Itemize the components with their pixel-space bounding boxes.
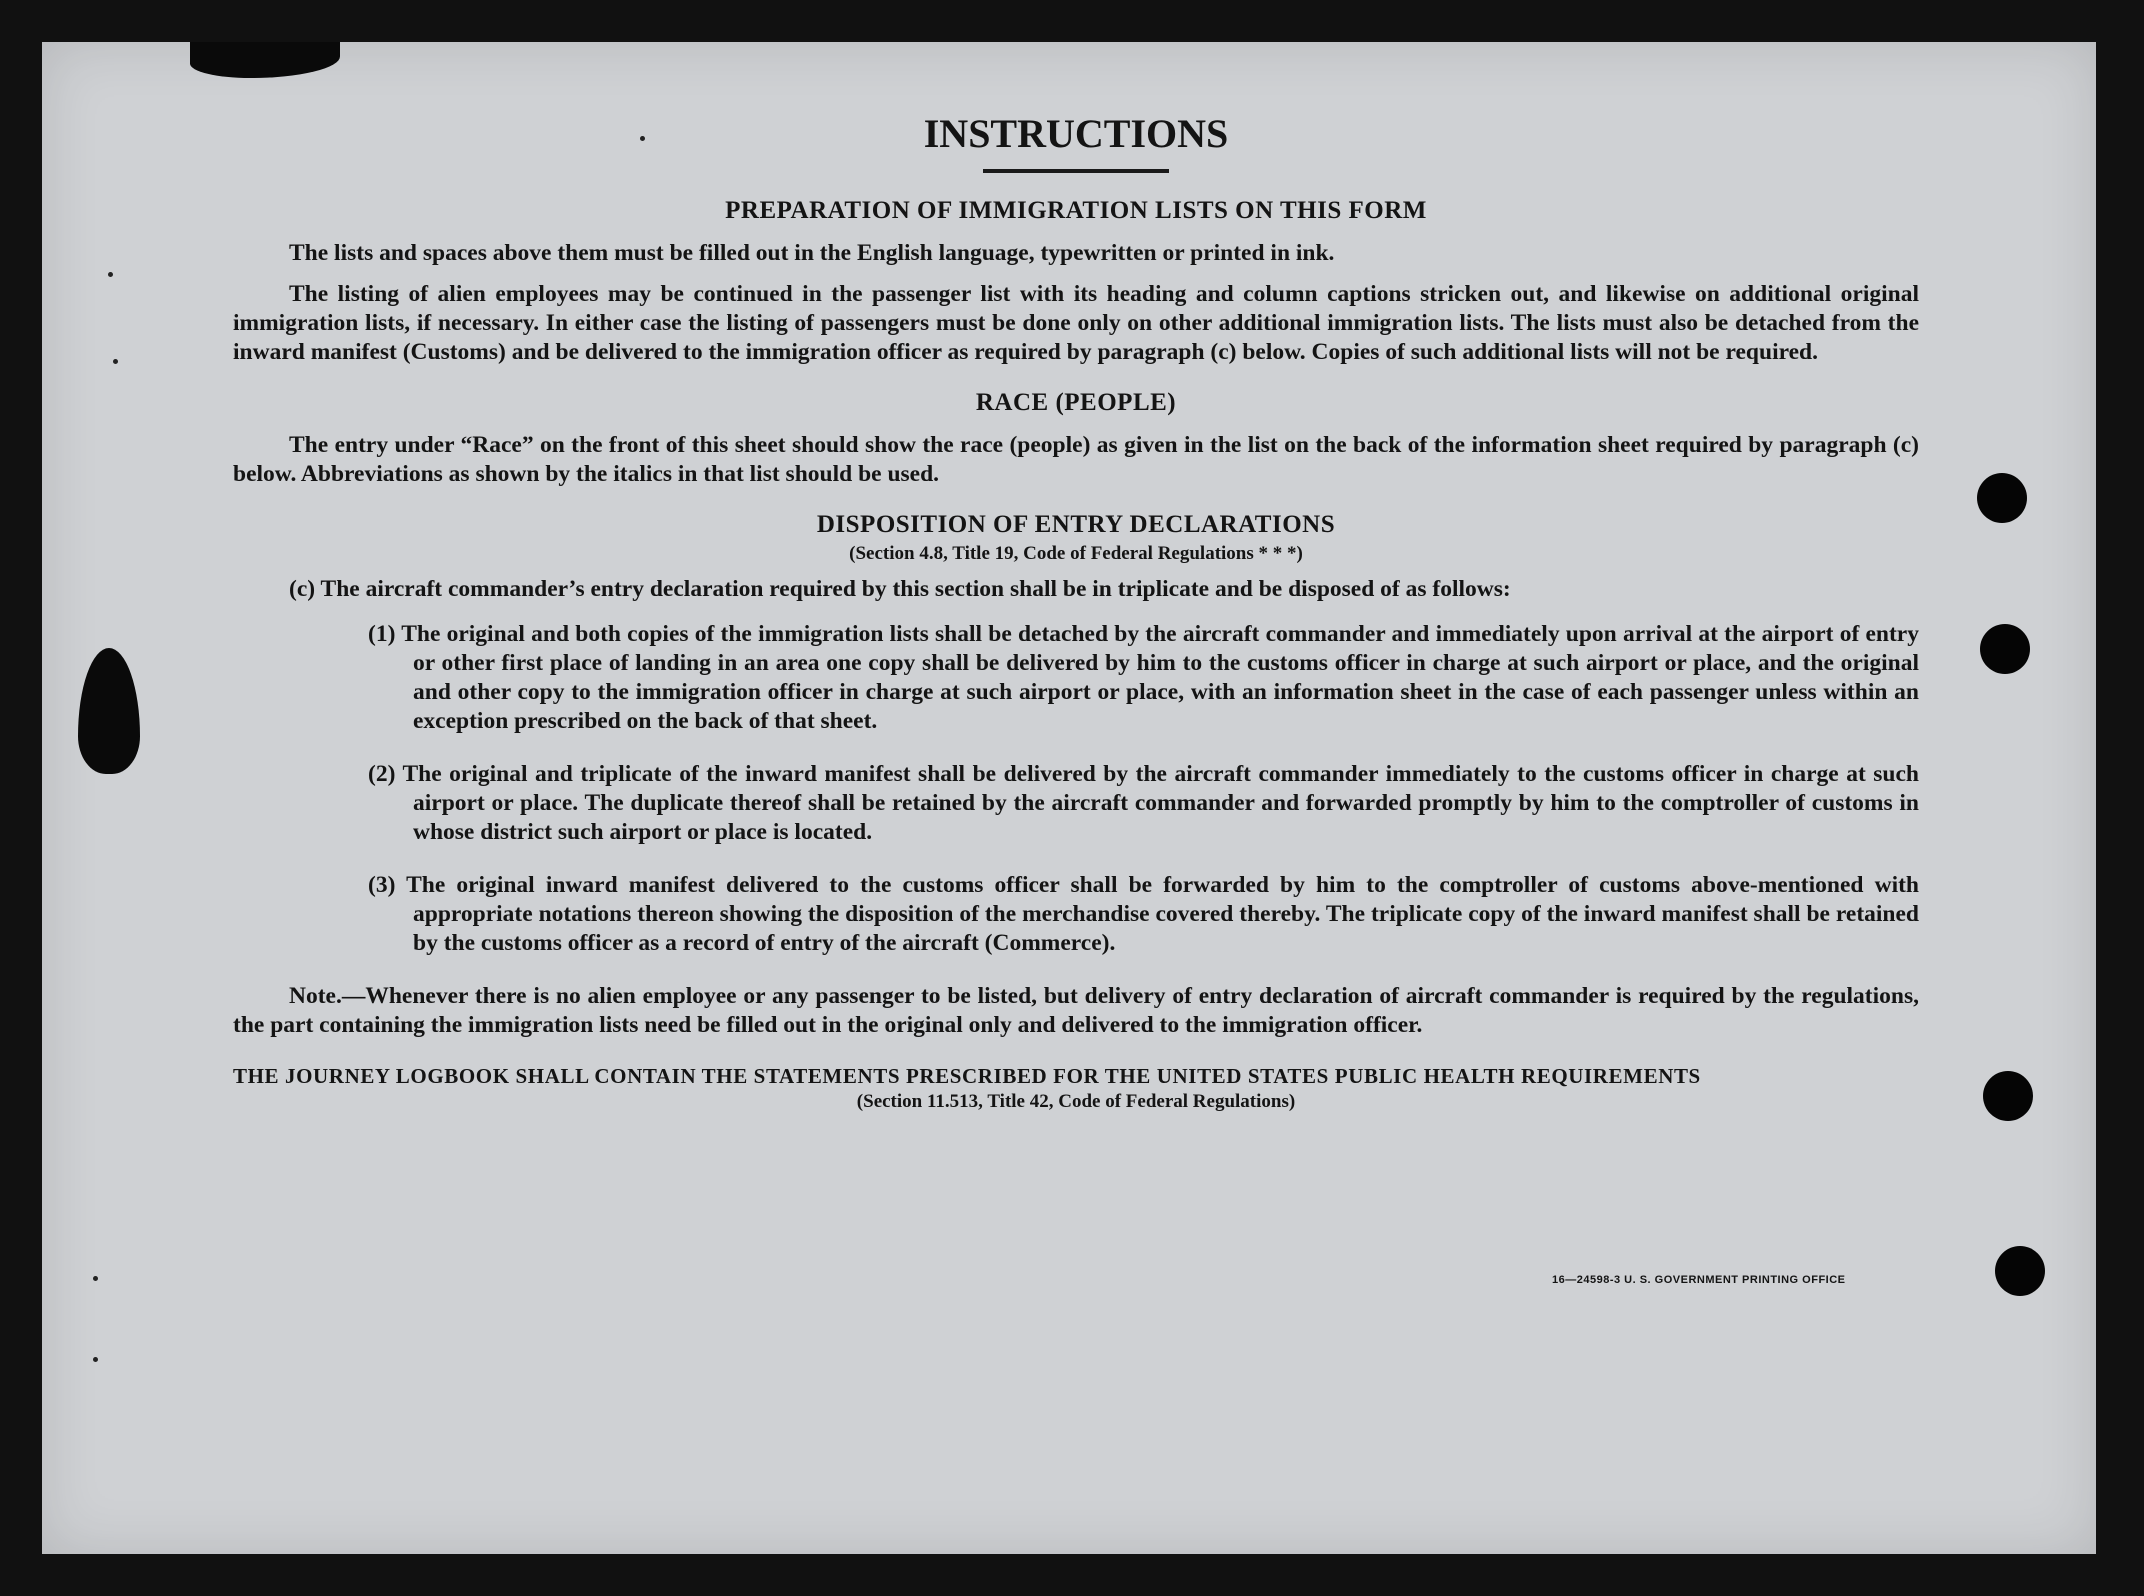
- punch-hole: [1995, 1246, 2045, 1296]
- race-heading: RACE (PEOPLE): [975, 389, 1177, 416]
- prep-paragraph-2: The listing of alien employees may be continued in the passenger list with its heading and column captions stricken out, and likewise on additional original immigration lists, if necessary. In either case the listing of passengers must be done only on other additional immigration lists. The lists must also be detached from the inward manifest (Customs) and be delivered to the immigration officer as required by paragraph (c) below. Copies of such additional lists will not be required.: [233, 281, 1919, 365]
- logbook-citation: (Section 11.513, Title 42, Code of Federal Regulations): [856, 1091, 1296, 1112]
- list-item: (2) The original and triplicate of the inward manifest shall be delivered by the aircraft commander immediately to the customs officer in charge at such airport or place. The duplicate thereof shall be retained by the aircraft commander and forwarded promptly by him to the comptroller of customs in whose district such airport or place is located.: [368, 761, 1919, 845]
- race-paragraph: The entry under “Race” on the front of this sheet should show the race (people) as given in the list on the back of the information sheet required by paragraph (c) below. Abbreviations as shown by the italics in that list should be used.: [233, 432, 1919, 487]
- punch-hole: [1977, 473, 2027, 523]
- prep-heading: PREPARATION OF IMMIGRATION LISTS ON THIS FORM: [725, 197, 1427, 224]
- speck: [93, 1357, 98, 1362]
- speck: [108, 272, 113, 277]
- instructions-content: [233, 110, 1919, 1113]
- speck: [93, 1276, 98, 1281]
- disposition-paragraph-c: (c) The aircraft commander’s entry declaration required by this section shall be in triplicate and be disposed of as follows:: [289, 576, 1511, 602]
- list-item: (1) The original and both copies of the immigration lists shall be detached by the aircraft commander and immediately upon arrival at the airport of entry or other first place of landing in an area one copy shall be delivered by him to the customs officer in charge at such airport or place, and the original and other copy to the immigration officer in charge at such airport or place, with an information sheet in the case of each passenger unless within an exception prescribed on the back of that sheet.: [368, 621, 1919, 734]
- speck: [113, 359, 118, 364]
- page-title: INSTRUCTIONS: [923, 111, 1229, 156]
- disposition-citation: (Section 4.8, Title 19, Code of Federal Regulations * * *): [849, 543, 1303, 564]
- printing-office-code: 16—24598-3 U. S. GOVERNMENT PRINTING OFFICE: [1552, 1274, 1846, 1286]
- logbook-statement: THE JOURNEY LOGBOOK SHALL CONTAIN THE STATEMENTS PRESCRIBED FOR THE UNITED STATES PUBLIC HEALTH REQUIREMENTS: [233, 1064, 1701, 1088]
- note-paragraph: Note.—Whenever there is no alien employee or any passenger to be listed, but delivery of entry declaration of aircraft commander is required by the regulations, the part containing the immigration lists need be filled out in the original only and delivered to the immigration officer.: [233, 983, 1919, 1038]
- list-item: (3) The original inward manifest delivered to the customs officer shall be forwarded by him to the comptroller of customs above-mentioned with appropriate notations thereon showing the disposition of the merchandise covered thereby. The triplicate copy of the inward manifest shall be retained by the customs officer as a record of entry of the aircraft (Commerce).: [368, 872, 1919, 956]
- title-underline: [983, 169, 1169, 173]
- punch-hole: [1983, 1071, 2033, 1121]
- prep-paragraph-1: The lists and spaces above them must be filled out in the English language, typewritten or printed in ink.: [289, 240, 1335, 266]
- disposition-heading: DISPOSITION OF ENTRY DECLARATIONS: [816, 511, 1336, 538]
- punch-hole: [1980, 624, 2030, 674]
